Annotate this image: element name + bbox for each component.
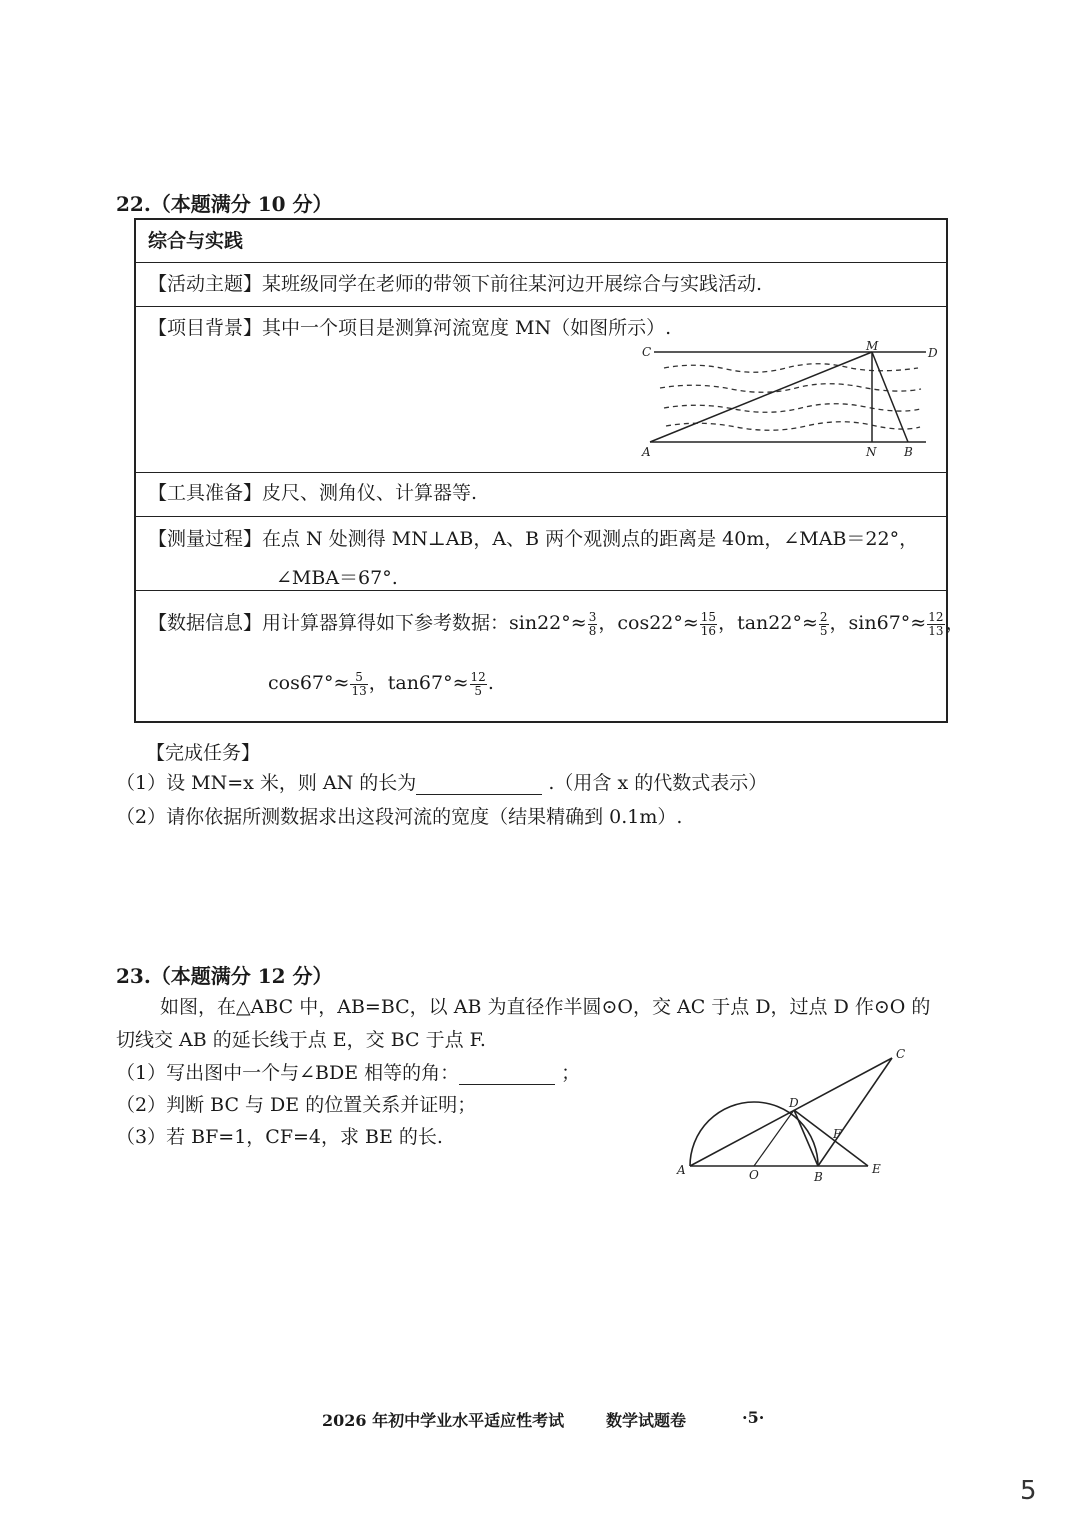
river-wave <box>666 422 920 431</box>
tools-label: 【工具准备】 <box>148 482 263 504</box>
fraction-numerator: 3 <box>588 609 597 624</box>
q22-table <box>134 218 965 723</box>
river-figure <box>636 338 946 462</box>
background-row <box>148 313 671 340</box>
label-n: N <box>866 445 877 459</box>
circle-figure <box>670 1040 920 1190</box>
q23-part2: （2）判断 BC 与 DE 的位置关系并证明； <box>116 1094 477 1116</box>
trig-value <box>268 669 388 698</box>
fraction-numerator: 15 <box>700 609 717 624</box>
fraction-denominator: 8 <box>588 623 597 638</box>
trig-value <box>848 609 965 638</box>
table-divider <box>136 306 946 307</box>
page-number: 5 <box>1020 1476 1037 1506</box>
background-label: 【项目背景】 <box>148 317 263 339</box>
label-f: F <box>833 1127 842 1141</box>
trig-value <box>617 609 738 638</box>
q22-header: 22.（本题满分 10 分） <box>116 192 333 216</box>
process-row <box>148 524 918 551</box>
label-o: O <box>749 1168 759 1182</box>
line-do <box>754 1110 794 1166</box>
line-de <box>794 1110 868 1166</box>
tasks-label: 【完成任务】 <box>146 742 261 764</box>
label-b: B <box>814 1170 823 1184</box>
table-divider <box>136 516 946 517</box>
footer-subject: 数学试题卷 <box>606 1411 687 1430</box>
q23-header: 23.（本题满分 12 分） <box>116 964 333 988</box>
trig-value <box>737 609 849 638</box>
task1-prefix: （1）设 MN=x 米，则 AN 的长为 <box>116 772 417 794</box>
q23-part1 <box>116 1058 580 1085</box>
theme-label: 【活动主题】 <box>148 273 263 295</box>
table-title: 综合与实践 <box>148 230 244 252</box>
separator: ， <box>829 612 849 634</box>
fraction-denominator: 16 <box>700 623 717 638</box>
task2: （2）请你依据所测数据求出这段河流的宽度（结果精确到 0.1m）. <box>116 806 683 828</box>
tools-text: 皮尺、测角仪、计算器等. <box>262 482 478 504</box>
trig-fraction <box>819 611 829 638</box>
separator: ， <box>718 612 738 634</box>
data-row-2 <box>268 668 494 698</box>
label-d: D <box>928 346 938 360</box>
trig-function: tan22°≈ <box>737 612 818 634</box>
label-e: E <box>872 1162 881 1176</box>
fraction-denominator: 13 <box>928 623 944 638</box>
trig-fraction <box>700 611 717 638</box>
label-c: C <box>642 345 652 359</box>
river-wave <box>664 404 920 413</box>
trig-function: cos67°≈ <box>268 672 350 694</box>
fraction-denominator: 5 <box>819 623 828 638</box>
footer-page-marker: ·5· <box>742 1408 765 1427</box>
separator: . <box>487 672 494 694</box>
separator: ， <box>598 612 618 634</box>
fraction-numerator: 2 <box>819 609 828 624</box>
label-c: C <box>896 1047 906 1061</box>
fraction-numerator: 12 <box>470 669 486 684</box>
label-d: D <box>789 1096 799 1110</box>
part1-suffix: ； <box>561 1062 581 1084</box>
table-divider <box>136 472 946 473</box>
fraction-denominator: 13 <box>351 683 367 698</box>
trig-fraction <box>350 671 367 698</box>
line-bc <box>818 1058 892 1166</box>
part1-answer-blank[interactable] <box>459 1084 555 1085</box>
trig-function: cos22°≈ <box>617 612 699 634</box>
trig-function: sin22°≈ <box>509 612 587 634</box>
fraction-numerator: 5 <box>350 671 367 685</box>
data-row-1 <box>148 608 965 638</box>
fraction-numerator: 12 <box>928 609 944 624</box>
fraction-denominator: 5 <box>474 683 482 698</box>
trig-value <box>509 609 618 638</box>
task1 <box>116 768 767 795</box>
task1-answer-blank[interactable] <box>416 794 542 795</box>
task1-suffix: .（用含 x 的代数式表示） <box>548 772 768 794</box>
process-line2: ∠MBA＝67°. <box>276 567 398 589</box>
trig-function: tan67°≈ <box>387 672 469 694</box>
part1-prefix: （1）写出图中一个与∠BDE 相等的角： <box>116 1062 460 1084</box>
trig-value <box>387 669 494 698</box>
process-label: 【测量过程】 <box>148 528 263 550</box>
label-a: A <box>642 445 651 459</box>
q23-part3: （3）若 BF=1，CF=4，求 BE 的长. <box>116 1126 443 1148</box>
label-a: A <box>677 1163 686 1177</box>
trig-fraction <box>588 611 598 638</box>
label-m: M <box>866 339 879 353</box>
theme-row <box>148 269 762 296</box>
trig-fraction <box>927 611 944 638</box>
trig-function: sin67°≈ <box>848 612 927 634</box>
q23-stem-line2: 切线交 AB 的延长线于点 E，交 BC 于点 F. <box>116 1029 486 1051</box>
background-text: 其中一个项目是测算河流宽度 MN（如图所示）. <box>262 317 672 339</box>
separator: ， <box>945 612 965 634</box>
theme-text: 某班级同学在老师的带领下前往某河边开展综合与实践活动. <box>262 273 763 295</box>
process-line1: 在点 N 处测得 MN⊥AB，A、B 两个观测点的距离是 40m，∠MAB＝22°， <box>262 528 919 550</box>
q23-stem-line1: 如图，在△ABC 中，AB=BC，以 AB 为直径作半圆⊙O，交 AC 于点 D，过点 D 作⊙O 的 <box>160 996 931 1018</box>
footer-exam-title: 2026 年初中学业水平适应性考试 <box>322 1411 565 1430</box>
separator: ， <box>368 672 388 694</box>
table-divider <box>136 262 946 263</box>
data-label: 【数据信息】 <box>148 612 263 634</box>
label-b: B <box>904 445 913 459</box>
table-divider <box>136 590 946 591</box>
tools-row <box>148 478 477 505</box>
data-intro: 用计算器算得如下参考数据： <box>262 612 510 634</box>
trig-fraction <box>470 671 487 698</box>
